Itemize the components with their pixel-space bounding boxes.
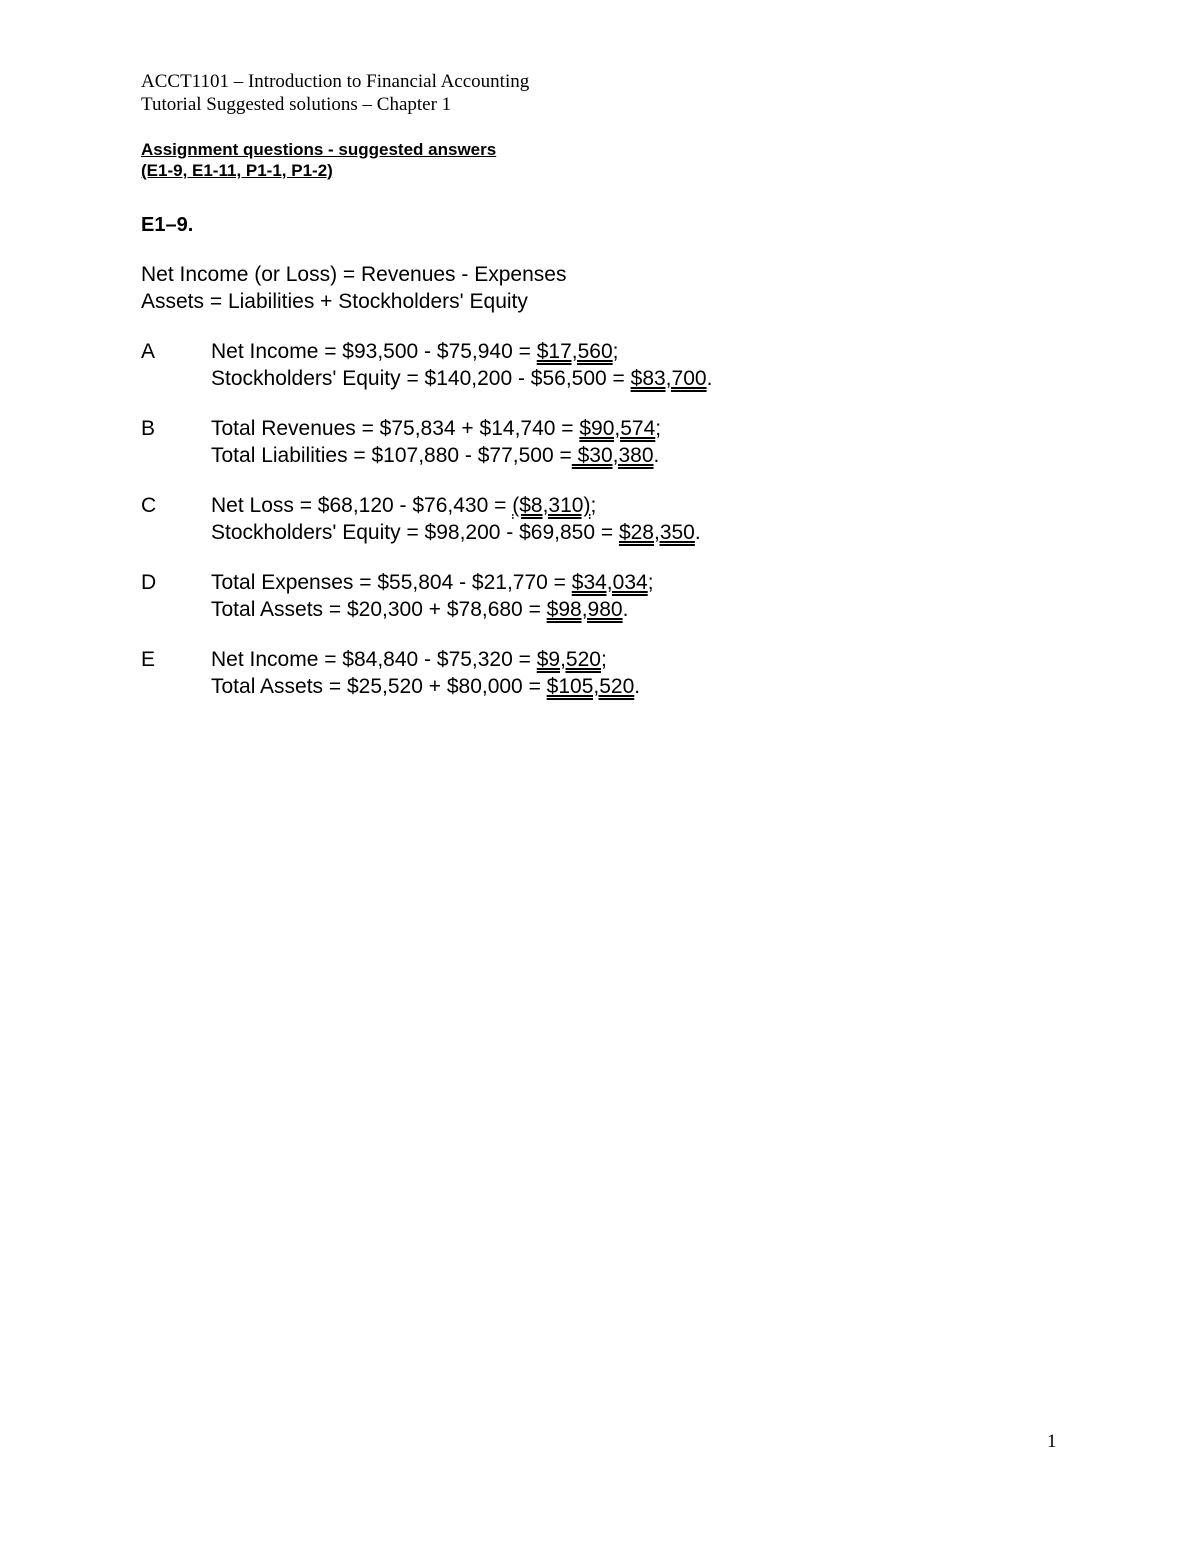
- part-label: E: [141, 648, 156, 671]
- part-line: Net Income = $84,840 - $75,320 = $9,520;: [211, 648, 607, 671]
- answer-value: $98,980: [546, 598, 623, 621]
- part-line: Net Loss = $68,120 - $76,430 = ($8,310);: [211, 494, 597, 517]
- part-line: Total Liabilities = $107,880 - $77,500 = $30,380.: [211, 444, 660, 467]
- formula-line: Net Income (or Loss) = Revenues - Expenses: [141, 263, 567, 286]
- part-label: B: [141, 417, 156, 440]
- question-title: E1–9.: [141, 214, 194, 236]
- part-line: Stockholders' Equity = $140,200 - $56,500 = $83,700.: [211, 367, 713, 390]
- part-line: Net Income = $93,500 - $75,940 = $17,560;: [211, 340, 619, 363]
- part-label: A: [141, 340, 156, 363]
- part-line: Total Assets = $25,520 + $80,000 = $105,520.: [211, 675, 641, 698]
- course-title: ACCT1101 – Introduction to Financial Accounting: [141, 71, 530, 92]
- part-line: Total Expenses = $55,804 - $21,770 = $34,034;: [211, 571, 654, 594]
- answer-value: $17,560: [536, 340, 613, 363]
- page-number: 1: [1047, 1431, 1057, 1452]
- assignment-heading: [141, 139, 496, 181]
- tutorial-subtitle: Tutorial Suggested solutions – Chapter 1: [141, 94, 452, 115]
- part-line: Total Assets = $20,300 + $78,680 = $98,980.: [211, 598, 629, 621]
- formulas: [141, 261, 566, 315]
- answer-value: $105,520: [546, 675, 635, 698]
- answer-value: $90,574: [579, 417, 656, 440]
- answer-value: $28,350: [618, 521, 695, 544]
- assignment-list: (E1-9, E1-11, P1-1, P1-2): [141, 161, 333, 180]
- answer-value: $30,380: [571, 444, 654, 467]
- assignment-title: Assignment questions - suggested answers: [141, 140, 497, 159]
- document-header: [141, 70, 529, 116]
- part-label: D: [141, 571, 157, 594]
- answer-value: $34,034: [571, 571, 648, 594]
- answer-value: ($8,310): [512, 494, 591, 517]
- part-line: Total Revenues = $75,834 + $14,740 = $90,574;: [211, 417, 662, 440]
- part-label: C: [141, 494, 157, 517]
- answer-value: $9,520: [536, 648, 601, 671]
- part-line: Stockholders' Equity = $98,200 - $69,850 = $28,350.: [211, 521, 701, 544]
- formula-line: Assets = Liabilities + Stockholders' Equity: [141, 290, 528, 313]
- answer-value: $83,700: [630, 367, 707, 390]
